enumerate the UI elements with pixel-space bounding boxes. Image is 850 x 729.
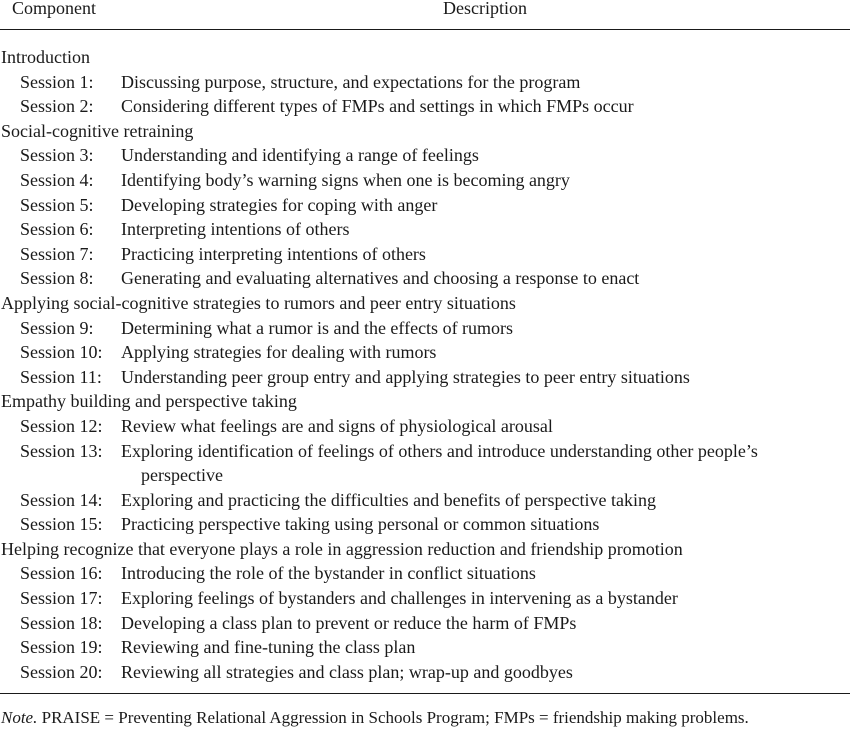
session-description: Exploring and practicing the difficulties and benefits of perspective taking (121, 489, 656, 510)
session-row (0, 512, 850, 537)
session-label: Session 16: (20, 563, 103, 584)
session-label: Session 12: (20, 415, 103, 436)
session-description-continued: perspective (141, 465, 223, 486)
table-header (0, 0, 850, 20)
session-label: Session 13: (20, 440, 103, 461)
session-row (0, 217, 850, 242)
session-description: Exploring feelings of bystanders and challenges in intervening as a bystander (121, 588, 678, 609)
session-row (0, 70, 850, 95)
session-description: Practicing perspective taking using personal or common situations (121, 514, 600, 535)
session-row (0, 193, 850, 218)
session-row (0, 340, 850, 365)
session-label: Session 7: (20, 243, 94, 264)
session-label: Session 4: (20, 169, 94, 190)
session-row (0, 561, 850, 586)
session-row (0, 414, 850, 439)
session-description: Determining what a rumor is and the effects of rumors (121, 317, 514, 338)
session-row (0, 143, 850, 168)
section-heading: Helping recognize that everyone plays a role in aggression reduction and friendship promotion (1, 538, 683, 559)
session-row (0, 266, 850, 291)
session-label: Session 3: (20, 145, 94, 166)
session-description: Understanding peer group entry and applying strategies to peer entry situations (121, 366, 690, 387)
session-description: Identifying body’s warning signs when one is becoming angry (121, 169, 570, 190)
session-label: Session 18: (20, 612, 103, 633)
session-label: Session 14: (20, 489, 103, 510)
session-row (0, 168, 850, 193)
session-label: Session 19: (20, 637, 103, 658)
session-label: Session 5: (20, 194, 94, 215)
session-description: Exploring identification of feelings of others and introduce understanding other people’s (121, 440, 758, 461)
session-description: Reviewing all strategies and class plan; wrap-up and goodbyes (121, 661, 573, 682)
session-label: Session 2: (20, 96, 94, 117)
session-row (0, 586, 850, 611)
header-rule (0, 29, 850, 30)
session-row (0, 488, 850, 513)
section-heading: Empathy building and perspective taking (1, 391, 297, 412)
session-description: Introducing the role of the bystander in conflict situations (121, 563, 536, 584)
session-row (0, 242, 850, 267)
session-row (0, 439, 850, 488)
session-label: Session 1: (20, 71, 94, 92)
session-description: Reviewing and fine-tuning the class plan (121, 637, 416, 658)
table-note (1, 707, 749, 729)
session-description: Applying strategies for dealing with rumors (121, 342, 437, 363)
session-row (0, 365, 850, 390)
session-label: Session 15: (20, 514, 103, 535)
table-body (0, 45, 850, 684)
session-description: Considering different types of FMPs and settings in which FMPs occur (121, 96, 634, 117)
session-description: Developing strategies for coping with anger (121, 194, 438, 215)
note-text: PRAISE = Preventing Relational Aggression in Schools Program; FMPs = friendship making problems. (41, 708, 749, 727)
session-row (0, 635, 850, 660)
session-label: Session 11: (20, 366, 102, 387)
session-row (0, 94, 850, 119)
session-description: Review what feelings are and signs of physiological arousal (121, 415, 553, 436)
section-heading: Social-cognitive retraining (1, 120, 194, 141)
column-header-description: Description (443, 0, 527, 18)
session-label: Session 20: (20, 661, 103, 682)
session-label: Session 17: (20, 588, 103, 609)
session-description: Generating and evaluating alternatives and choosing a response to enact (121, 268, 640, 289)
session-label: Session 6: (20, 219, 94, 240)
session-row (0, 611, 850, 636)
session-label: Session 9: (20, 317, 94, 338)
section-heading: Applying social-cognitive strategies to rumors and peer entry situations (1, 292, 516, 313)
session-row (0, 316, 850, 341)
session-description: Discussing purpose, structure, and expectations for the program (121, 71, 581, 92)
session-label: Session 10: (20, 342, 103, 363)
session-row (0, 660, 850, 685)
bottom-rule (0, 693, 850, 694)
note-label: Note. (1, 708, 38, 727)
section-heading: Introduction (1, 47, 90, 67)
session-label: Session 8: (20, 268, 94, 289)
session-description: Practicing interpreting intentions of others (121, 243, 426, 264)
session-description: Interpreting intentions of others (121, 219, 350, 240)
session-description: Developing a class plan to prevent or reduce the harm of FMPs (121, 612, 577, 633)
column-header-component: Component (12, 0, 96, 18)
session-description: Understanding and identifying a range of feelings (121, 145, 479, 166)
